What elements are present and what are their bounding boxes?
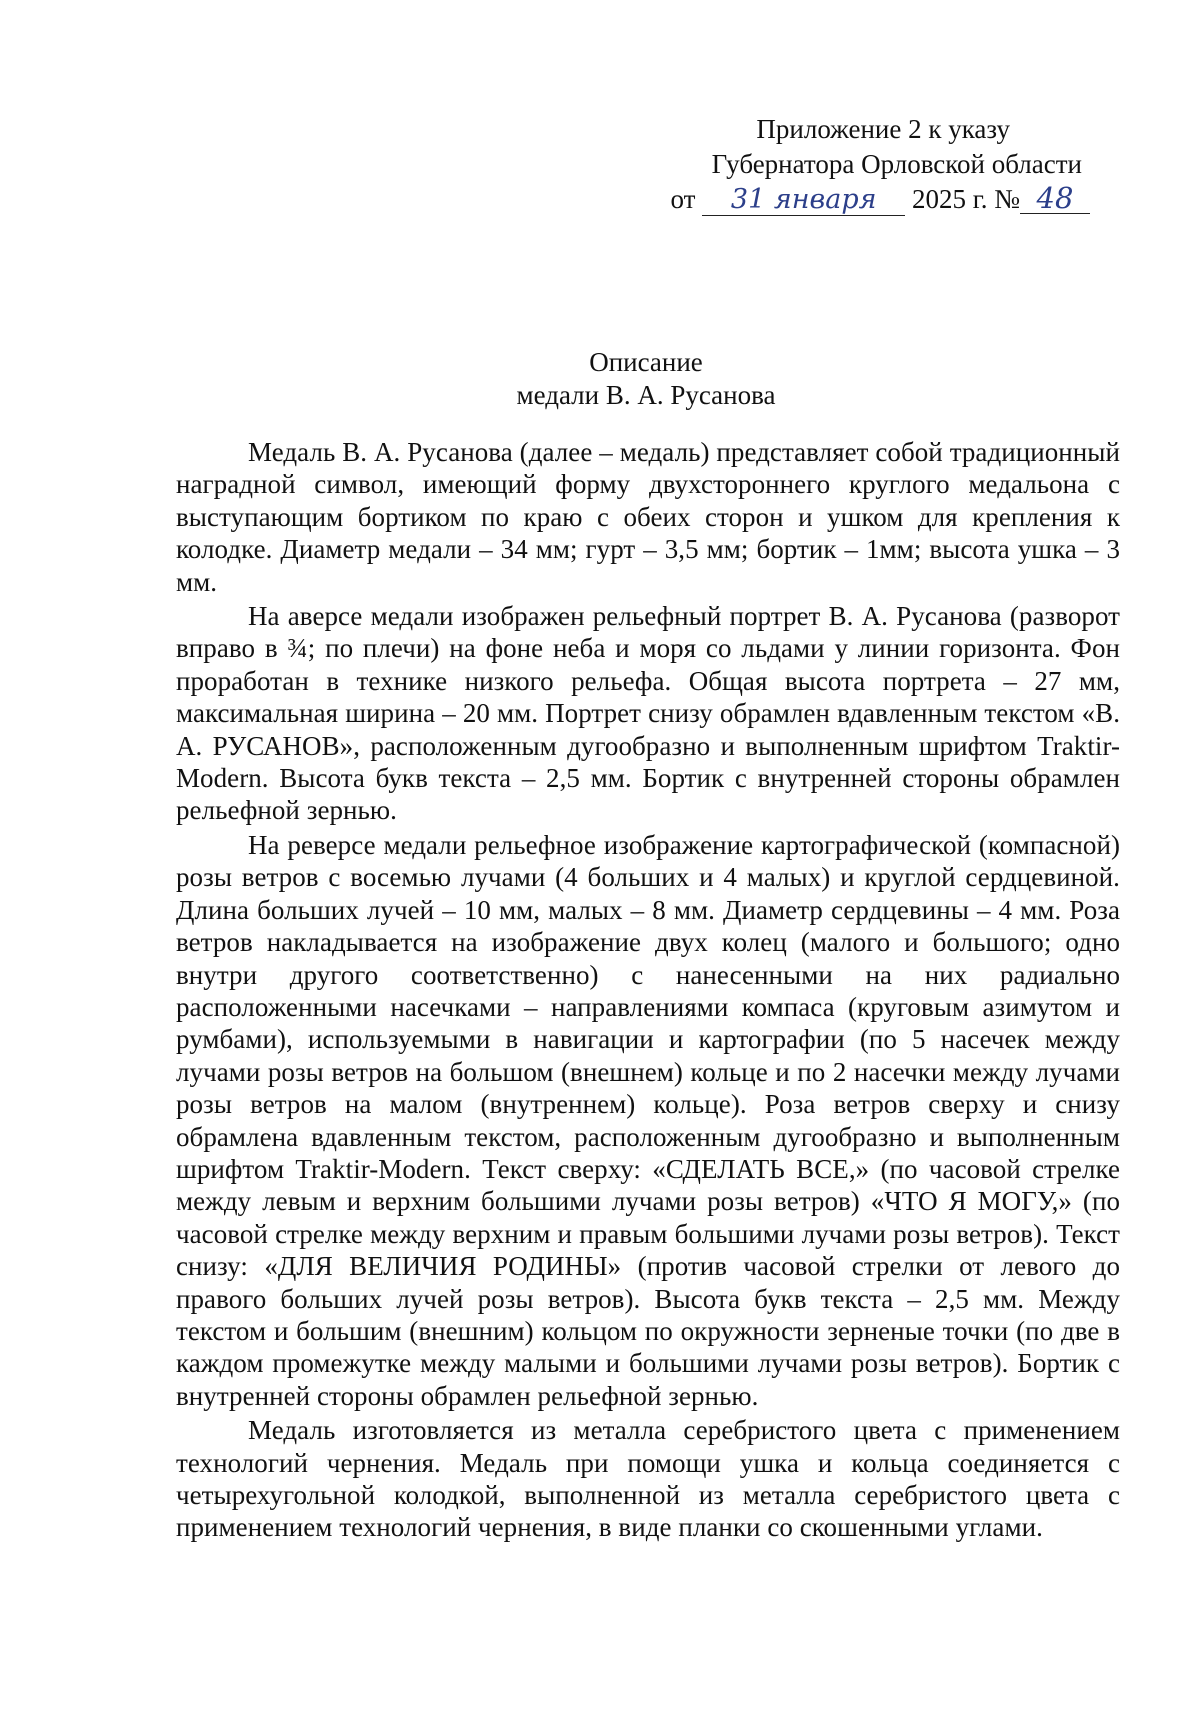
paragraph-general: Медаль В. А. Русанова (далее – медаль) представляет собой традиционный наградной символ, имеющий форму двухстороннего круглого медальона с выступающим бортиком по краю с обеих сторон и ушком для крепления к колодке. Диаметр медали – 34 мм; гурт – 3,5 мм; бортик – 1мм; высота ушка – 3 мм. (176, 437, 1120, 597)
date-suffix: 2025 г. № (911, 184, 1020, 214)
paragraph-material: Медаль изготовляется из металла серебристого цвета с применением технологий чернения. Медаль при помощи ушка и кольца соединяется с четырехугольной колодкой, выполненной из металла серебристого цвета с применением технологий чернения, в виде планки со скошенными углами. (176, 1415, 1120, 1543)
paragraph-obverse: На аверсе медали изображен рельефный портрет В. А. Русанова (разворот вправо в ¾; по плечи) на фоне неба и моря со льдами у линии горизонта. Фон проработан в технике низкого рельефа. Общая высота портрета – 27 мм, максимальная ширина – 20 мм. Портрет снизу обрамлен вдавленным текстом «В. А. РУСАНОВ», расположенным дугообразно и выполненным шрифтом Traktir-Modern. Высота букв текста – 2,5 мм. Бортик с внутренней стороны обрамлен рельефной зернью. (176, 601, 1120, 826)
handwritten-date: 31 января (702, 185, 905, 216)
appendix-line-1: Приложение 2 к указу (756, 114, 1010, 144)
document-body (176, 436, 1120, 1546)
appendix-header (650, 112, 1090, 217)
title-line-1: Описание (589, 347, 703, 377)
appendix-date-line (650, 182, 1090, 217)
date-prefix: от (670, 184, 696, 214)
paragraph-reverse: На реверсе медали рельефное изображение картографической (компасной) розы ветров с восемью лучами (4 больших и 4 малых) и круглой сердцевиной. Длина больших лучей – 10 мм, малых – 8 мм. Диаметр сердцевины – 4 мм. Роза ветров накладывается на изображение двух колец (малого и большого; одно внутри другого соответственно) с нанесенными на них радиально расположенными насечками – направлениями компаса (круговым азимутом и румбами), используемыми в навигации и картографии (по 5 насечек между лучами розы ветров на большом (внешнем) кольце и по 2 насечки между лучами розы ветров на малом (внутреннем) кольце). Роза ветров сверху и снизу обрамлена вдавленным текстом, расположенным дугообразно и выполненным шрифтом Traktir-Modern. Текст сверху: «СДЕЛАТЬ ВСЕ,» (по часовой стрелке между левым и верхним большими лучами розы ветров) «ЧТО Я МОГУ,» (по часовой стрелке между верхним и правым большими лучами розы ветров). Текст снизу: «ДЛЯ ВЕЛИЧИЯ РОДИНЫ» (против часовой стрелки от левого до правого больших лучей розы ветров). Высота букв текста – 2,5 мм. Между текстом и большим (внешним) кольцом по окружности зерненые точки (по две в каждом промежутке между малыми и большими лучами розы ветров). Бортик с внутренней стороны обрамлен рельефной зернью. (176, 829, 1120, 1411)
appendix-line-2: Губернатора Орловской области (711, 149, 1082, 179)
handwritten-number: 48 (1020, 183, 1090, 214)
title-line-2: медали В. А. Русанова (516, 380, 776, 410)
document-title (0, 346, 1200, 412)
